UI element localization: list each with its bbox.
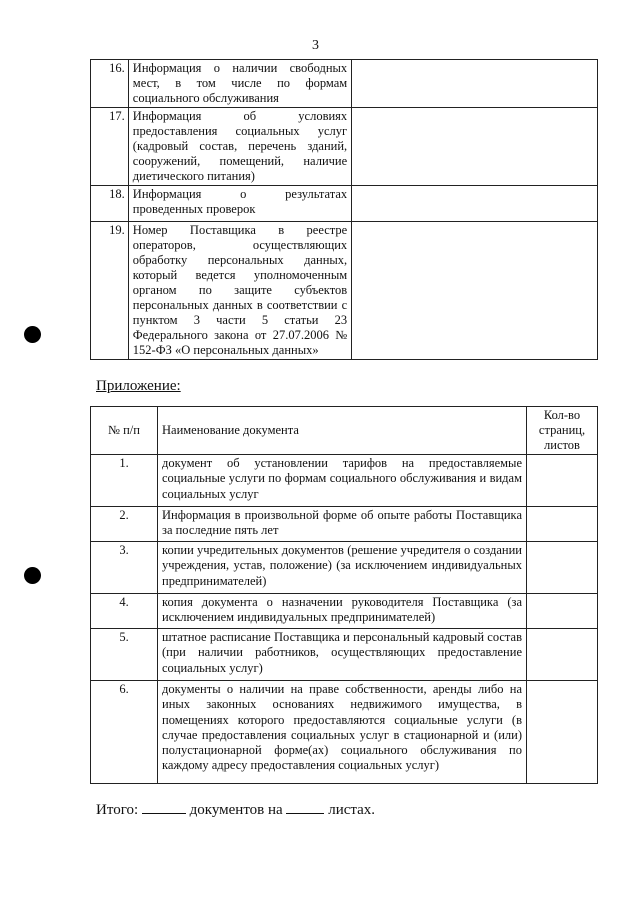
sheets-count-blank <box>286 800 324 814</box>
total-middle: документов на <box>189 802 283 818</box>
appendix-table <box>90 406 598 784</box>
header-number: № п/п <box>91 407 158 455</box>
row-number: 4. <box>91 594 158 629</box>
row-value <box>352 60 598 108</box>
row-pages <box>527 542 598 594</box>
row-document-name: копии учредительных документов (решение учредителя о создании учреждения, устав, положение) (за исключением индивидуальных предпринимателей) <box>158 542 527 594</box>
row-text: Информация об условиях предоставления социальных услуг (кадровый состав, перечень зданий, сооружений, помещений, наличие диетического питания) <box>128 108 351 186</box>
table-row <box>91 542 598 594</box>
row-value <box>352 222 598 360</box>
total-line <box>96 800 375 819</box>
table-header-row <box>91 407 598 455</box>
table-row <box>91 186 598 222</box>
total-suffix: листах. <box>328 802 376 818</box>
row-document-name: Информация в произвольной форме об опыте работы Поставщика за последние пять лет <box>158 507 527 542</box>
row-pages <box>527 507 598 542</box>
row-number: 16. <box>91 60 129 108</box>
row-document-name: документ об установлении тарифов на предоставляемые социальные услуги по формам социального обслуживания и видам социальных услуг <box>158 455 527 507</box>
punch-hole-upper <box>24 326 41 343</box>
row-pages <box>527 455 598 507</box>
header-document-name: Наименование документа <box>158 407 527 455</box>
row-number: 5. <box>91 629 158 681</box>
row-text: Номер Поставщика в реестре операторов, осуществляющих обработку персональных данных, который ведется уполномоченным органом по защите субъектов персональных данных в соответствии с пунктом 3 части 5 статьи 23 Федерального закона от 27.07.2006 № 152-ФЗ «О персональных данных» <box>128 222 351 360</box>
table-row <box>91 507 598 542</box>
row-document-name: копия документа о назначении руководителя Поставщика (за исключением индивидуальных предпринимателей) <box>158 594 527 629</box>
table-row <box>91 222 598 360</box>
row-number: 3. <box>91 542 158 594</box>
table-row <box>91 455 598 507</box>
row-pages <box>527 629 598 681</box>
row-number: 17. <box>91 108 129 186</box>
total-prefix: Итого: <box>96 802 139 818</box>
info-table <box>90 59 598 360</box>
row-text: Информация о результатах проведенных проверок <box>128 186 351 222</box>
row-value <box>352 186 598 222</box>
table-row <box>91 60 598 108</box>
table-row <box>91 108 598 186</box>
row-text: Информация о наличии свободных мест, в том числе по формам социального обслуживания <box>128 60 351 108</box>
table-row <box>91 629 598 681</box>
header-pages: Кол-во страниц, листов <box>527 407 598 455</box>
row-number: 19. <box>91 222 129 360</box>
row-pages <box>527 594 598 629</box>
table-row <box>91 681 598 784</box>
table-row <box>91 594 598 629</box>
row-value <box>352 108 598 186</box>
row-number: 6. <box>91 681 158 784</box>
row-document-name: штатное расписание Поставщика и персональный кадровый состав (при наличии работников, осуществляющих предоставление социальных услуг) <box>158 629 527 681</box>
punch-hole-lower <box>24 567 41 584</box>
row-number: 2. <box>91 507 158 542</box>
row-number: 18. <box>91 186 129 222</box>
page-number: 3 <box>312 38 319 53</box>
row-pages <box>527 681 598 784</box>
row-number: 1. <box>91 455 158 507</box>
documents-count-blank <box>142 800 186 814</box>
appendix-title: Приложение: <box>96 378 181 394</box>
row-document-name: документы о наличии на праве собственности, аренды либо на иных законных основаниях недвижимого имущества, в помещениях которого предоставляются социальные услуги (в случае предоставления социальных услуг в стационарной и (или) полустационарной форме(ах) социального обслуживания по каждому адресу предоставления социальных услуг) <box>158 681 527 784</box>
